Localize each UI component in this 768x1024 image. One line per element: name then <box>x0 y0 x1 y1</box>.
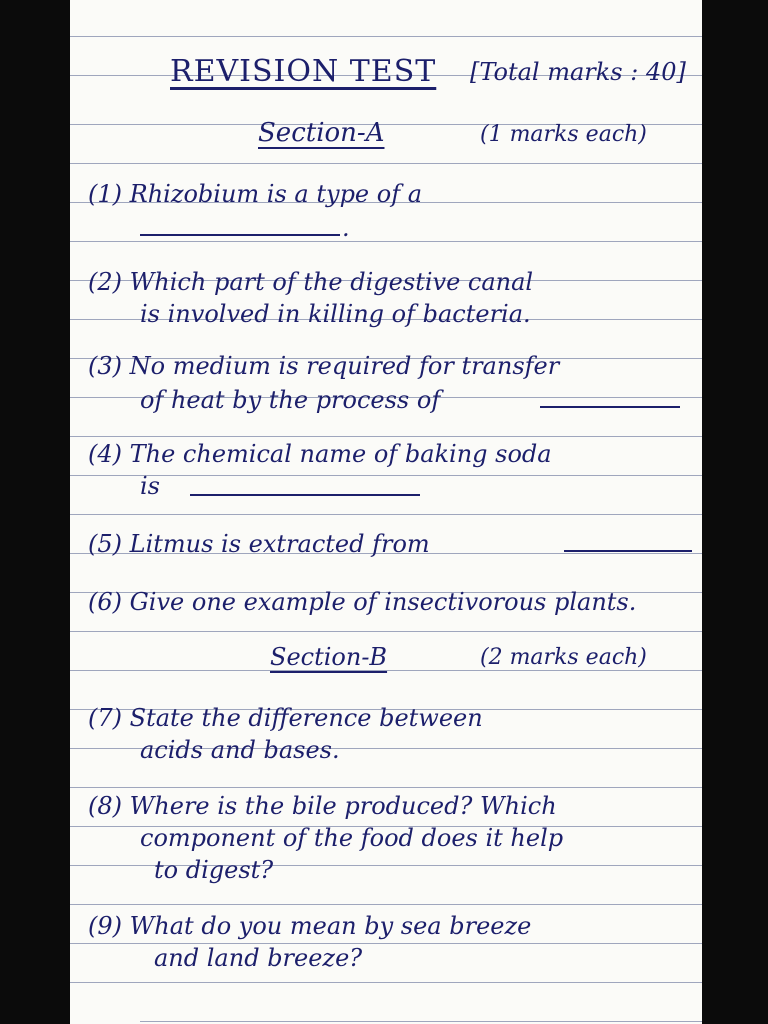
question-5-line-1: (5) Litmus is extracted from <box>88 530 430 558</box>
question-8-line-1: (8) Where is the bile produced? Which <box>88 792 557 820</box>
question-8-line-3: to digest? <box>154 856 274 884</box>
question-6-line-1: (6) Give one example of insectivorous plants. <box>88 588 637 616</box>
question-1-line-1: (1) Rhizobium is a type of a <box>88 180 423 208</box>
section-a-marks: (1 marks each) <box>480 122 647 147</box>
page-shadow <box>0 0 70 22</box>
section-b-marks: (2 marks each) <box>480 645 647 670</box>
answer-blank <box>140 234 340 236</box>
question-7-line-1: (7) State the difference between <box>88 704 483 732</box>
question-8-line-2: component of the food does it help <box>140 824 564 852</box>
question-2-line-1: (2) Which part of the digestive canal <box>88 268 534 296</box>
answer-blank <box>564 550 692 552</box>
question-4-line-2: is <box>140 472 160 500</box>
total-marks: [Total marks : 40] <box>470 58 686 86</box>
section-a-heading: Section-A <box>258 118 385 148</box>
question-1-line-2: . <box>342 214 350 242</box>
page-title: REVISION TEST <box>170 54 437 89</box>
answer-blank <box>190 494 420 496</box>
question-4-line-1: (4) The chemical name of baking soda <box>88 440 552 468</box>
question-3-line-1: (3) No medium is required for transfer <box>88 352 560 380</box>
question-7-line-2: acids and bases. <box>140 736 340 764</box>
question-3-line-2: of heat by the process of <box>140 386 441 414</box>
question-2-line-2: is involved in killing of bacteria. <box>140 300 531 328</box>
section-b-heading: Section-B <box>270 643 388 671</box>
notebook-page <box>70 0 702 1024</box>
page-corner <box>70 1002 140 1024</box>
question-9-line-1: (9) What do you mean by sea breeze <box>88 912 532 940</box>
answer-blank <box>540 406 680 408</box>
question-9-line-2: and land breeze? <box>154 944 363 972</box>
